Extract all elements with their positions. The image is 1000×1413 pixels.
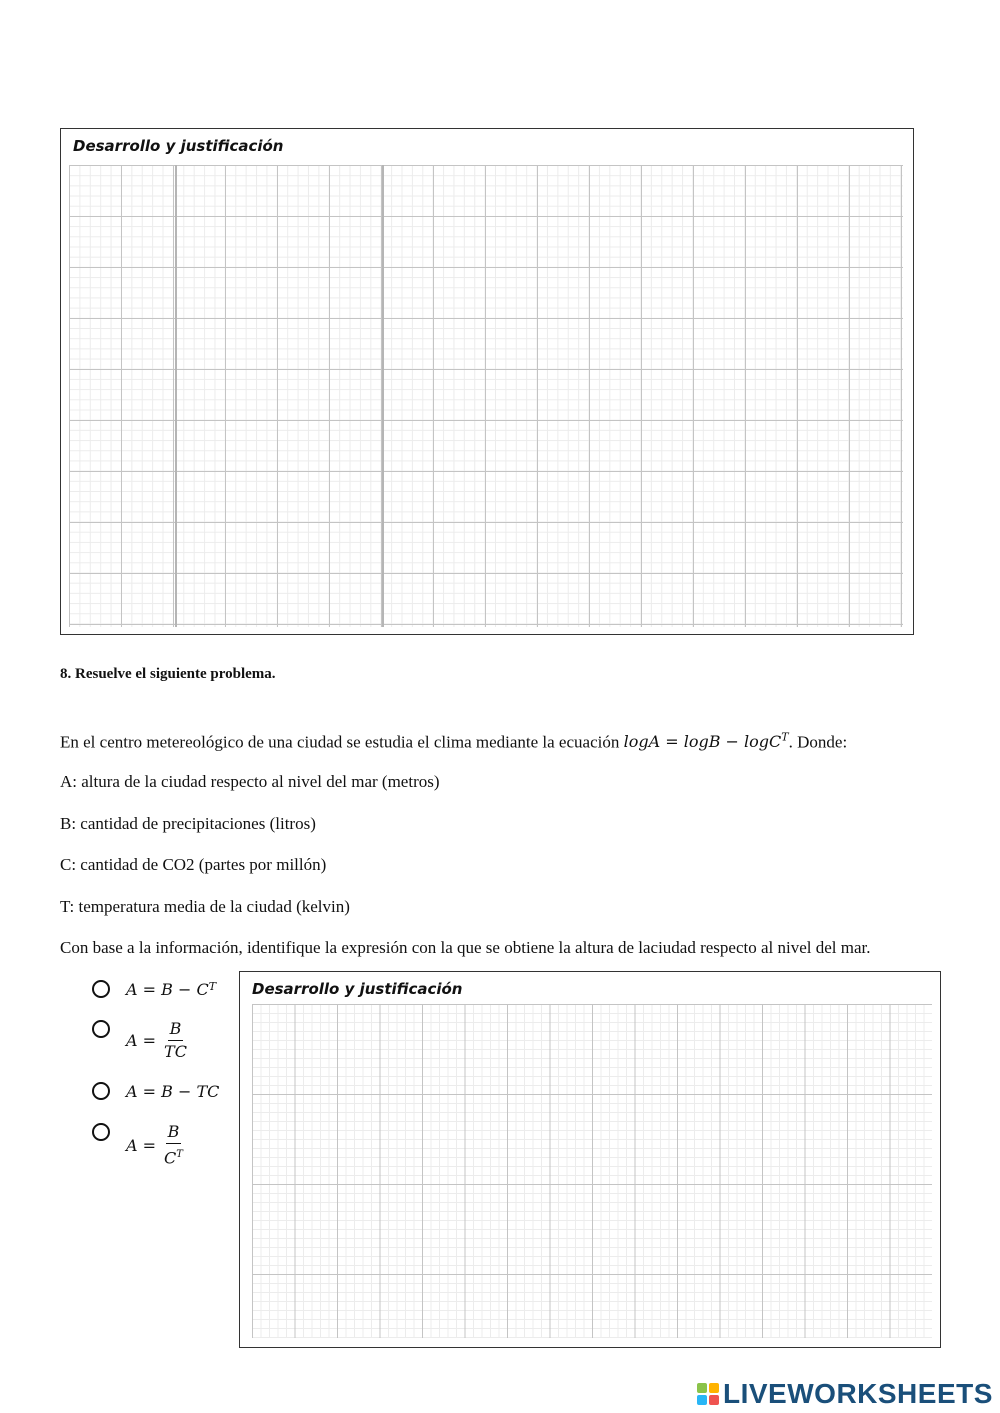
option-3-radio[interactable] [92, 1082, 110, 1100]
option-1-expression: A = B − C T [126, 980, 217, 999]
graph-paper-grid [69, 165, 903, 627]
option-1-radio[interactable] [92, 980, 110, 998]
option-4-fraction: $\frac{B}{C^T}$ [164, 1122, 183, 1168]
graph-paper-grid [252, 1004, 932, 1338]
option-2-expression: A = $\frac{B}{TC}$ [126, 1019, 187, 1061]
question-intro [60, 731, 847, 752]
definition-c: C: cantidad de CO2 (partes por millón) [60, 855, 327, 874]
question-prompt: Con base a la información, identifique la expresión con la que se obtiene la altura de laciudad respecto al nivel del mar. [60, 938, 871, 957]
definition-a: A: altura de la ciudad respecto al nivel del mar (metros) [60, 772, 440, 791]
work-area-top[interactable] [60, 128, 914, 635]
option-3-expression: A = B − TC [126, 1082, 220, 1101]
definition-b: B: cantidad de precipitaciones (litros) [60, 814, 316, 833]
work-area-bottom[interactable] [239, 971, 941, 1348]
option-4-expression: A = $\frac{B}{C^T}$ [126, 1122, 183, 1168]
definition-t: T: temperatura media de la ciudad (kelvin) [60, 897, 350, 916]
option-3[interactable] [92, 1081, 219, 1101]
option-4[interactable] [92, 1123, 185, 1169]
intro-equation: logA = logB − logC$^T$ [623, 731, 789, 752]
logo-text: LIVEWORKSHEETS [723, 1378, 993, 1409]
grid-divider [175, 165, 177, 627]
liveworksheets-logo [697, 1378, 993, 1410]
grid-divider [382, 165, 384, 627]
option-2[interactable] [92, 1020, 189, 1063]
work-area-title: Desarrollo y justificación [73, 137, 284, 155]
option-2-fraction: $\frac{B}{TC}$ [164, 1019, 187, 1061]
option-1[interactable] [92, 979, 216, 999]
logo-icon [697, 1383, 719, 1405]
intro-prefix: En el centro metereológico de una ciudad se estudia el clima mediante la ecuación [60, 732, 624, 752]
intro-suffix: . Donde: [788, 732, 848, 752]
option-4-radio[interactable] [92, 1123, 110, 1141]
work-area-title: Desarrollo y justificación [252, 980, 463, 998]
question-heading: 8. Resuelve el siguiente problema. [60, 666, 276, 682]
option-2-radio[interactable] [92, 1020, 110, 1038]
